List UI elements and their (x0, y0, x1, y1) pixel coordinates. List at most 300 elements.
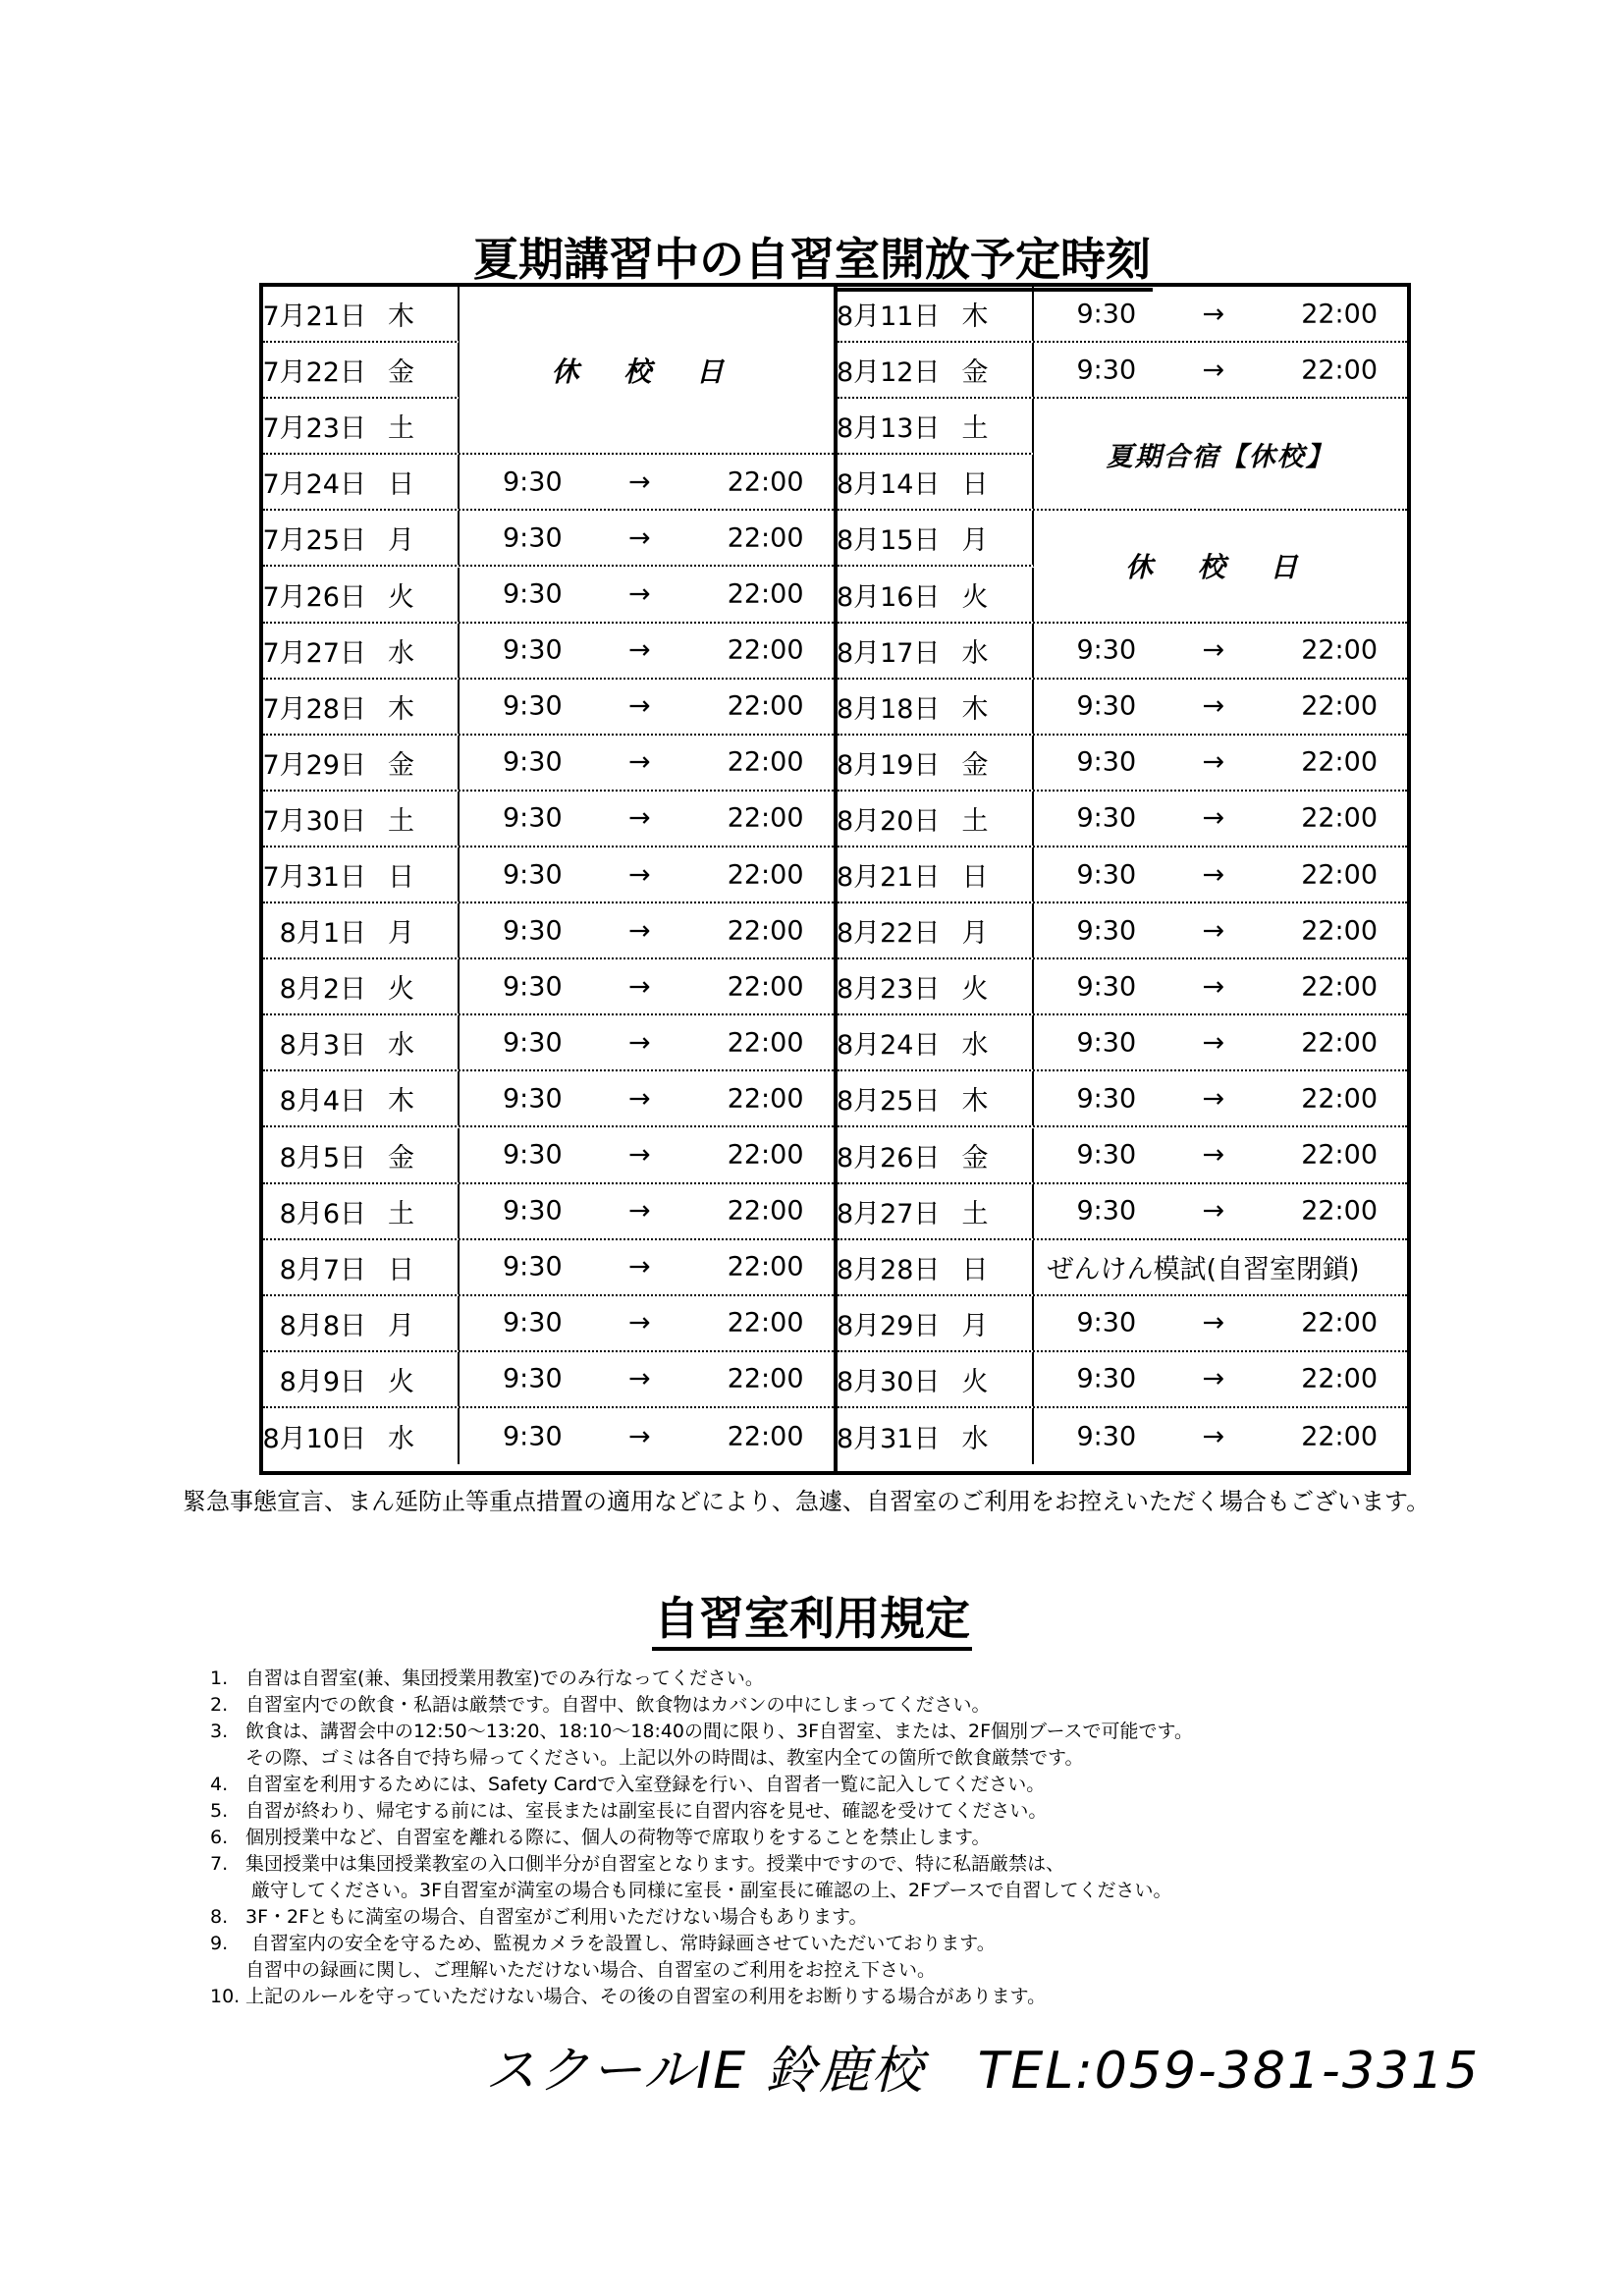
weekday-label: 日 (388, 862, 414, 894)
schedule-right-column (838, 287, 1408, 1471)
schedule-row (263, 1128, 834, 1184)
schedule-row (838, 736, 1408, 792)
time-cell (460, 903, 834, 957)
arrow-icon: → (628, 634, 651, 666)
schedule-row (838, 287, 1408, 343)
close-time: 22:00 (727, 746, 804, 778)
date-label: 7月27日 (262, 637, 366, 669)
date-cell (838, 736, 1034, 790)
date-label: 7月21日 (262, 301, 366, 333)
schedule-row (838, 624, 1408, 680)
date-cell (263, 736, 460, 790)
weekday-label: 水 (388, 637, 414, 669)
schedule-row (263, 1240, 834, 1296)
rule-number: 10. (210, 1986, 241, 2007)
schedule-row (263, 1296, 834, 1352)
date-cell (838, 847, 1034, 902)
date-label: 8月30日 (836, 1366, 941, 1397)
weekday-label: 土 (388, 805, 414, 837)
rules-list (210, 1666, 1487, 2010)
date-label: 8月3日 (279, 1030, 366, 1062)
arrow-icon: → (628, 859, 651, 891)
date-label: 7月25日 (262, 525, 366, 557)
arrow-icon: → (628, 1139, 651, 1171)
time-cell (1034, 343, 1408, 397)
date-cell (263, 903, 460, 957)
date-cell (838, 511, 1034, 565)
closed-days-label: 休 校 日 (460, 287, 834, 453)
schedule-row (838, 847, 1408, 903)
date-cell (263, 1352, 460, 1406)
arrow-icon: → (628, 466, 651, 498)
date-cell (838, 1240, 1034, 1294)
close-time: 22:00 (727, 466, 804, 498)
rule-text: 飲食は、講習会中の12:50～13:20、18:10～18:40の間に限り、3F自習室、または、2F個別ブースで可能です。 (245, 1721, 1194, 1742)
date-cell (263, 1128, 460, 1182)
weekday-label: 土 (388, 1198, 414, 1230)
schedule-row (263, 1184, 834, 1240)
weekday-label: 金 (388, 749, 414, 781)
schedule-row (263, 624, 834, 680)
time-cell (1034, 680, 1408, 734)
close-time: 22:00 (1301, 690, 1378, 722)
date-cell (263, 1184, 460, 1238)
date-label: 8月31日 (836, 1424, 941, 1455)
arrow-icon: → (628, 1421, 651, 1452)
rule-item (210, 1931, 1487, 1957)
time-cell (1034, 903, 1408, 957)
date-cell (838, 1128, 1034, 1182)
date-cell (838, 287, 1034, 341)
open-time: 9:30 (503, 1251, 563, 1283)
date-cell (263, 511, 460, 565)
schedule-row (263, 568, 834, 624)
schedule-note: ぜんけん模試(自習室閉鎖) (1047, 1254, 1360, 1285)
date-label: 8月1日 (279, 918, 366, 950)
date-label: 8月12日 (836, 357, 941, 389)
weekday-label: 火 (388, 581, 414, 613)
open-time: 9:30 (1076, 1083, 1137, 1115)
date-label: 8月18日 (836, 693, 941, 725)
arrow-icon: → (1202, 802, 1225, 834)
weekday-label: 水 (961, 1424, 989, 1455)
date-cell (263, 959, 460, 1013)
rule-text: 個別授業中など、自習室を離れる際に、個人の荷物等で席取りをすることを禁止します。 (245, 1827, 991, 1848)
date-cell (838, 1352, 1034, 1406)
rule-text: 自習室内の安全を守るため、監視カメラを設置し、常時録画させていただいております。 (245, 1933, 996, 1954)
rule-item (210, 1851, 1487, 1878)
open-time: 9:30 (1076, 1027, 1137, 1059)
arrow-icon: → (628, 1083, 651, 1115)
weekday-label: 土 (961, 805, 989, 837)
close-time: 22:00 (727, 1195, 804, 1227)
date-label: 8月10日 (262, 1424, 366, 1455)
date-label: 7月30日 (262, 805, 366, 837)
page-title (0, 224, 1624, 289)
close-time: 22:00 (727, 1027, 804, 1059)
weekday-label: 水 (388, 1424, 414, 1455)
arrow-icon: → (1202, 1421, 1225, 1452)
closed-days-label: 休 校 日 (1034, 511, 1408, 621)
rule-number: 9. (210, 1933, 229, 1954)
close-time: 22:00 (1301, 299, 1378, 330)
schedule-row (263, 792, 834, 847)
date-label: 8月8日 (279, 1310, 366, 1341)
arrow-icon: → (628, 802, 651, 834)
footer-contact: スクールIE 鈴鹿校 TEL:059-381-3315 (485, 2042, 1481, 2101)
date-cell (263, 1015, 460, 1069)
schedule-row (838, 959, 1408, 1015)
close-time: 22:00 (727, 1251, 804, 1283)
date-cell (263, 1408, 460, 1464)
arrow-icon: → (628, 1251, 651, 1283)
time-cell (1034, 959, 1408, 1013)
open-time: 9:30 (1076, 1139, 1137, 1171)
schedule-table (259, 283, 1411, 1475)
time-cell (460, 1408, 834, 1464)
summer-camp-label: 夏期合宿【休校】 (1034, 399, 1408, 509)
weekday-label: 木 (961, 301, 989, 333)
open-time: 9:30 (503, 1307, 563, 1339)
date-label: 7月22日 (262, 357, 366, 389)
weekday-label: 月 (388, 1310, 414, 1341)
schedule-row (838, 680, 1408, 736)
date-cell (263, 455, 460, 509)
schedule-row (263, 959, 834, 1015)
arrow-icon: → (1202, 355, 1225, 386)
open-time: 9:30 (1076, 355, 1137, 386)
schedule-row (263, 1071, 834, 1127)
arrow-icon: → (1202, 690, 1225, 722)
date-cell (838, 959, 1034, 1013)
schedule-row (263, 1015, 834, 1071)
time-cell (1034, 847, 1408, 902)
date-cell (263, 792, 460, 846)
close-time: 22:00 (1301, 1195, 1378, 1227)
date-cell (838, 1408, 1034, 1464)
close-time: 22:00 (1301, 355, 1378, 386)
open-time: 9:30 (1076, 1307, 1137, 1339)
open-time: 9:30 (1076, 299, 1137, 330)
rule-continuation: 厳守してください。3F自習室が満室の場合も同様に室長・副室長に確認の上、2Fブースで自習してください。 (245, 1880, 1172, 1901)
close-time: 22:00 (727, 859, 804, 891)
time-cell (460, 680, 834, 734)
notice-text: 緊急事態宣言、まん延防止等重点措置の適用などにより、急遽、自習室のご利用をお控えいただく場合もございます。 (183, 1488, 1431, 1515)
date-label: 8月15日 (836, 525, 941, 557)
close-time: 22:00 (727, 578, 804, 610)
schedule-row (838, 1128, 1408, 1184)
rule-item (210, 1666, 1487, 1692)
close-time: 22:00 (727, 522, 804, 554)
time-cell (1034, 1184, 1408, 1238)
close-time: 22:00 (727, 1307, 804, 1339)
rule-number: 2. (210, 1694, 229, 1716)
close-time: 22:00 (1301, 1363, 1378, 1394)
time-cell (1034, 792, 1408, 846)
arrow-icon: → (1202, 1307, 1225, 1339)
close-time: 22:00 (727, 1363, 804, 1394)
arrow-icon: → (1202, 1083, 1225, 1115)
weekday-label: 木 (961, 1086, 989, 1118)
weekday-label: 火 (388, 1366, 414, 1397)
arrow-icon: → (628, 1195, 651, 1227)
rule-item (210, 1719, 1487, 1745)
open-time: 9:30 (503, 522, 563, 554)
weekday-label: 月 (961, 1310, 989, 1341)
weekday-label: 火 (961, 1366, 989, 1397)
close-time: 22:00 (727, 915, 804, 947)
date-cell (263, 568, 460, 622)
page-title-text: 夏期講習中の自習室開放予定時刻 (471, 233, 1153, 292)
open-time: 9:30 (1076, 802, 1137, 834)
close-time: 22:00 (1301, 634, 1378, 666)
close-time: 22:00 (727, 802, 804, 834)
open-time: 9:30 (1076, 1195, 1137, 1227)
date-cell (838, 1071, 1034, 1125)
open-time: 9:30 (1076, 690, 1137, 722)
open-time: 9:30 (1076, 1363, 1137, 1394)
rule-number: 4. (210, 1774, 229, 1795)
weekday-label: 月 (388, 918, 414, 950)
date-label: 8月16日 (836, 581, 941, 613)
weekday-label: 月 (388, 525, 414, 557)
date-cell (838, 343, 1034, 397)
rule-number: 1. (210, 1667, 229, 1689)
rule-text: 自習室内での飲食・私語は厳禁です。自習中、飲食物はカバンの中にしまってください。 (245, 1694, 991, 1716)
rules-title (0, 1583, 1624, 1648)
rule-item (210, 1904, 1487, 1931)
open-time: 9:30 (1076, 859, 1137, 891)
date-cell (263, 1240, 460, 1294)
weekday-label: 木 (388, 693, 414, 725)
date-cell (838, 624, 1034, 678)
schedule-row (263, 1352, 834, 1408)
time-cell (460, 1071, 834, 1125)
time-cell (460, 847, 834, 902)
date-label: 7月31日 (262, 862, 366, 894)
date-cell (263, 680, 460, 734)
close-time: 22:00 (1301, 971, 1378, 1003)
date-label: 8月20日 (836, 805, 941, 837)
date-label: 8月14日 (836, 469, 941, 501)
schedule-row (838, 1352, 1408, 1408)
time-cell (1034, 1408, 1408, 1464)
schedule-row (838, 1240, 1408, 1296)
time-cell (1034, 1015, 1408, 1069)
rule-number: 3. (210, 1721, 229, 1742)
weekday-label: 金 (388, 357, 414, 389)
close-time: 22:00 (1301, 802, 1378, 834)
time-cell (1034, 1240, 1408, 1294)
arrow-icon: → (1202, 971, 1225, 1003)
arrow-icon: → (1202, 746, 1225, 778)
date-cell (263, 399, 460, 453)
date-cell (838, 680, 1034, 734)
date-label: 8月5日 (279, 1142, 366, 1174)
schedule-row (838, 1015, 1408, 1071)
date-label: 8月13日 (836, 413, 941, 445)
schedule-row (263, 680, 834, 736)
schedule-row (263, 1408, 834, 1464)
rule-item (210, 1825, 1487, 1851)
arrow-icon: → (1202, 634, 1225, 666)
open-time: 9:30 (503, 802, 563, 834)
date-cell (263, 847, 460, 902)
weekday-label: 土 (388, 413, 414, 445)
schedule-row (838, 343, 1408, 399)
rule-number: 5. (210, 1800, 229, 1822)
time-cell (460, 959, 834, 1013)
open-time: 9:30 (503, 634, 563, 666)
close-time: 22:00 (1301, 1027, 1378, 1059)
arrow-icon: → (628, 522, 651, 554)
open-time: 9:30 (1076, 971, 1137, 1003)
close-time: 22:00 (727, 1139, 804, 1171)
close-time: 22:00 (727, 971, 804, 1003)
arrow-icon: → (628, 915, 651, 947)
rule-item (210, 1798, 1487, 1825)
close-time: 22:00 (1301, 1421, 1378, 1452)
close-time: 22:00 (1301, 1307, 1378, 1339)
weekday-label: 日 (388, 1254, 414, 1285)
rule-item (210, 1772, 1487, 1798)
date-cell (838, 399, 1034, 453)
date-label: 8月19日 (836, 749, 941, 781)
schedule-row (263, 903, 834, 959)
arrow-icon: → (628, 1363, 651, 1394)
open-time: 9:30 (1076, 915, 1137, 947)
date-label: 8月17日 (836, 637, 941, 669)
schedule-row (263, 736, 834, 792)
weekday-label: 水 (961, 637, 989, 669)
weekday-label: 土 (961, 413, 989, 445)
arrow-icon: → (1202, 299, 1225, 330)
schedule-row (263, 847, 834, 903)
weekday-label: 金 (388, 1142, 414, 1174)
schedule-row (838, 1184, 1408, 1240)
date-cell (838, 1015, 1034, 1069)
arrow-icon: → (1202, 859, 1225, 891)
open-time: 9:30 (503, 466, 563, 498)
date-label: 7月23日 (262, 413, 366, 445)
arrow-icon: → (628, 746, 651, 778)
weekday-label: 日 (961, 469, 989, 501)
date-label: 8月26日 (836, 1142, 941, 1174)
weekday-label: 水 (388, 1030, 414, 1062)
schedule-row (263, 455, 834, 511)
weekday-label: 木 (388, 301, 414, 333)
close-time: 22:00 (727, 1421, 804, 1452)
time-cell (460, 455, 834, 509)
time-cell (1034, 1352, 1408, 1406)
weekday-label: 金 (961, 749, 989, 781)
schedule-row (838, 1296, 1408, 1352)
time-cell (1034, 1071, 1408, 1125)
date-label: 7月26日 (262, 581, 366, 613)
arrow-icon: → (1202, 1139, 1225, 1171)
date-label: 8月24日 (836, 1030, 941, 1062)
weekday-label: 土 (961, 1198, 989, 1230)
rule-number: 6. (210, 1827, 229, 1848)
date-cell (838, 903, 1034, 957)
weekday-label: 日 (961, 862, 989, 894)
open-time: 9:30 (503, 578, 563, 610)
date-label: 7月24日 (262, 469, 366, 501)
arrow-icon: → (628, 971, 651, 1003)
date-label: 8月2日 (279, 974, 366, 1006)
rule-text: 自習室を利用するためには、Safety Cardで入室登録を行い、自習者一覧に記入してください。 (245, 1774, 1046, 1795)
date-label: 8月11日 (836, 301, 941, 333)
time-cell (1034, 1128, 1408, 1182)
rule-text: 自習は自習室(兼、集団授業用教室)でのみ行なってください。 (245, 1667, 764, 1689)
rule-item (210, 1984, 1487, 2010)
date-label: 8月21日 (836, 862, 941, 894)
weekday-label: 月 (961, 918, 989, 950)
weekday-label: 木 (961, 693, 989, 725)
close-time: 22:00 (727, 1083, 804, 1115)
weekday-label: 火 (961, 974, 989, 1006)
rule-continuation: その際、ゴミは各自で持ち帰ってください。上記以外の時間は、教室内全ての箇所で飲食厳禁です。 (245, 1747, 1084, 1769)
schedule-left-column (263, 287, 838, 1471)
rule-text: 自習が終わり、帰宅する前には、室長または副室長に自習内容を見せ、確認を受けてください。 (245, 1800, 1048, 1822)
open-time: 9:30 (1076, 746, 1137, 778)
date-label: 8月6日 (279, 1198, 366, 1230)
open-time: 9:30 (503, 1195, 563, 1227)
arrow-icon: → (628, 1027, 651, 1059)
schedule-row (263, 511, 834, 567)
date-cell (838, 792, 1034, 846)
weekday-label: 月 (961, 525, 989, 557)
time-cell (460, 1015, 834, 1069)
rule-number: 7. (210, 1853, 229, 1875)
arrow-icon: → (1202, 1195, 1225, 1227)
date-cell (263, 287, 460, 341)
arrow-icon: → (628, 690, 651, 722)
arrow-icon: → (1202, 1363, 1225, 1394)
schedule-row (838, 903, 1408, 959)
rule-continuation: 自習中の録画に関し、ご理解いただけない場合、自習室のご利用をお控え下さい。 (245, 1959, 937, 1981)
weekday-label: 日 (961, 1254, 989, 1285)
open-time: 9:30 (503, 971, 563, 1003)
weekday-label: 火 (961, 581, 989, 613)
date-label: 8月27日 (836, 1198, 941, 1230)
date-label: 8月22日 (836, 918, 941, 950)
date-cell (838, 1296, 1034, 1350)
date-cell (263, 624, 460, 678)
open-time: 9:30 (503, 859, 563, 891)
schedule-row (838, 1071, 1408, 1127)
time-cell (460, 1352, 834, 1406)
weekday-label: 金 (961, 357, 989, 389)
weekday-label: 水 (961, 1030, 989, 1062)
weekday-label: 火 (388, 974, 414, 1006)
open-time: 9:30 (503, 915, 563, 947)
date-label: 8月29日 (836, 1310, 941, 1341)
open-time: 9:30 (503, 1083, 563, 1115)
rule-text: 集団授業中は集団授業教室の入口側半分が自習室となります。授業中ですので、特に私語厳禁は、 (245, 1853, 1065, 1875)
time-cell (460, 736, 834, 790)
open-time: 9:30 (1076, 1421, 1137, 1452)
rule-item (210, 1692, 1487, 1719)
open-time: 9:30 (503, 690, 563, 722)
time-cell (460, 1128, 834, 1182)
schedule-row (838, 792, 1408, 847)
weekday-label: 木 (388, 1086, 414, 1118)
close-time: 22:00 (1301, 1139, 1378, 1171)
time-cell (460, 511, 834, 565)
weekday-label: 金 (961, 1142, 989, 1174)
time-cell (1034, 624, 1408, 678)
